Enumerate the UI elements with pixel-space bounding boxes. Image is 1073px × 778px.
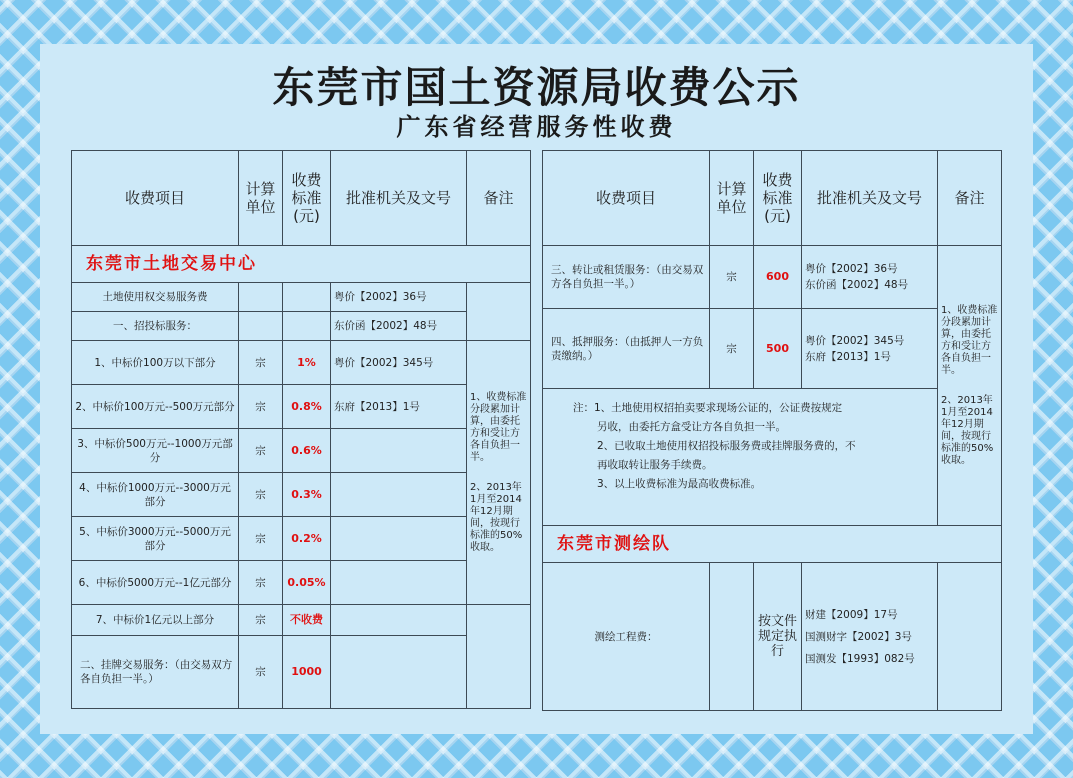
note-line: 再收取转让服务手续费。 [597,459,713,471]
fee-standard: 500 [754,309,802,389]
fee-item: 7、中标价1亿元以上部分 [72,605,239,636]
page-subtitle: 广东省经营服务性收费 [396,112,677,141]
fee-item: 4、中标价1000万元--3000万元部分 [72,473,239,517]
fee-standard: 1% [283,341,331,385]
fee-approval [802,309,938,389]
fee-item: 三、转让或租赁服务：（由交易双方各自负担一半。） [543,246,710,309]
header-item: 收费项目 [543,151,710,246]
table-row [543,246,1002,309]
approval-line: 东价函【2002】48号 [805,279,909,291]
table-row [72,605,531,636]
fee-item: 5、中标价3000万元--5000万元部分 [72,517,239,561]
fee-standard: 0.6% [283,429,331,473]
fee-unit [239,283,283,312]
table-row [72,429,531,473]
fee-item: 1、中标价100万以下部分 [72,341,239,385]
note-line: 注：1、土地使用权招拍卖要求现场公证的，公证费按规定 [573,402,843,414]
table-row [72,517,531,561]
fee-unit: 宗 [239,636,283,709]
fee-item: 3、中标价500万元--1000万元部分 [72,429,239,473]
fee-unit: 宗 [239,517,283,561]
fee-item: 四、抵押服务：（由抵押人一方负责缴纳。） [543,309,710,389]
fee-unit: 宗 [239,473,283,517]
fee-approval [331,473,467,517]
fee-unit: 宗 [710,246,754,309]
fee-approval [802,246,938,309]
remark-1: 1、收费标准分段累加计算，由委托方和受让方各自负担一半。 [470,391,527,463]
fee-approval [331,517,467,561]
fee-unit: 宗 [710,309,754,389]
fee-approval: 东府【2013】1号 [331,385,467,429]
header-approval: 批准机关及文号 [802,151,938,246]
fee-item: 一、招投标服务： [72,312,239,341]
approval-line: 东府【2013】1号 [805,350,891,363]
table-row [72,341,531,385]
table-row [543,563,1002,711]
header-unit: 计算单位 [710,151,754,246]
fee-unit: 宗 [239,429,283,473]
fee-unit: 宗 [239,385,283,429]
fee-unit: 宗 [239,605,283,636]
approval-line: 粤价【2002】345号 [805,334,905,347]
remark-1: 1、收费标准分段累加计算，由委托方和受让方各自负担一半。 [941,304,998,376]
table-row [72,473,531,517]
section-land-exchange: 东莞市土地交易中心 [72,246,531,283]
table-row [72,283,531,312]
table-row [72,385,531,429]
header-standard: 收费标准(元) [754,151,802,246]
header-approval: 批准机关及文号 [331,151,467,246]
right-fee-table [542,150,1002,711]
table-row [72,561,531,605]
fee-item: 6、中标价5000万元--1亿元部分 [72,561,239,605]
fee-approval [331,429,467,473]
fee-approval: 粤价【2002】36号 [331,283,467,312]
table-row [72,636,531,709]
fee-approval [331,605,467,636]
fee-standard: 0.3% [283,473,331,517]
left-fee-table [71,150,531,709]
approval-line: 国测发【1993】082号 [805,652,915,665]
fee-standard: 600 [754,246,802,309]
header-remark: 备注 [467,151,531,246]
fee-standard [283,312,331,341]
fee-item: 2、中标价100万元--500万元部分 [72,385,239,429]
left-remark [467,341,531,605]
fee-item: 土地使用权交易服务费 [72,283,239,312]
section-survey-team: 东莞市测绘队 [543,526,1002,563]
fee-approval: 粤价【2002】345号 [331,341,467,385]
fee-standard: 0.05% [283,561,331,605]
right-remark [938,246,1002,526]
fee-unit: 宗 [239,341,283,385]
header-item: 收费项目 [72,151,239,246]
page-title: 东莞市国土资源局收费公示 [272,63,801,112]
header-remark: 备注 [938,151,1002,246]
fee-approval [802,563,938,711]
fee-item: 二、挂牌交易服务：（由交易双方各自负担一半。） [72,636,239,709]
approval-line: 财建【2009】17号 [805,608,898,621]
note-line: 另收，由委托方盒受让方各自负担一半。 [597,421,786,433]
fee-notes [543,389,938,526]
fee-standard: 0.8% [283,385,331,429]
fee-approval [331,636,467,709]
fee-unit [239,312,283,341]
header-standard: 收费标准(元) [283,151,331,246]
approval-line: 粤价【2002】36号 [805,263,898,275]
approval-line: 国测财字【2002】3号 [805,630,912,643]
table-row [72,312,531,341]
fee-standard [283,283,331,312]
header-unit: 计算单位 [239,151,283,246]
note-line: 2、已收取土地使用权招投标服务费或挂牌服务费的，不 [597,440,856,452]
note-line: 3、以上收费标准为最高收费标准。 [597,478,762,490]
fee-standard: 1000 [283,636,331,709]
fee-standard: 不收费 [283,605,331,636]
fee-unit: 宗 [239,561,283,605]
remark-2: 2、2013年1月至2014年12月期间，按现行标准的50%收取。 [941,394,994,466]
fee-item: 测绘工程费： [543,563,710,711]
remark-2: 2、2013年1月至2014年12月期间，按现行标准的50%收取。 [470,481,523,553]
fee-approval [331,561,467,605]
fee-standard: 按文件规定执行 [754,563,802,711]
fee-approval: 东价函【2002】48号 [331,312,467,341]
table-row [543,309,1002,389]
notice-board [40,44,1033,734]
fee-standard: 0.2% [283,517,331,561]
